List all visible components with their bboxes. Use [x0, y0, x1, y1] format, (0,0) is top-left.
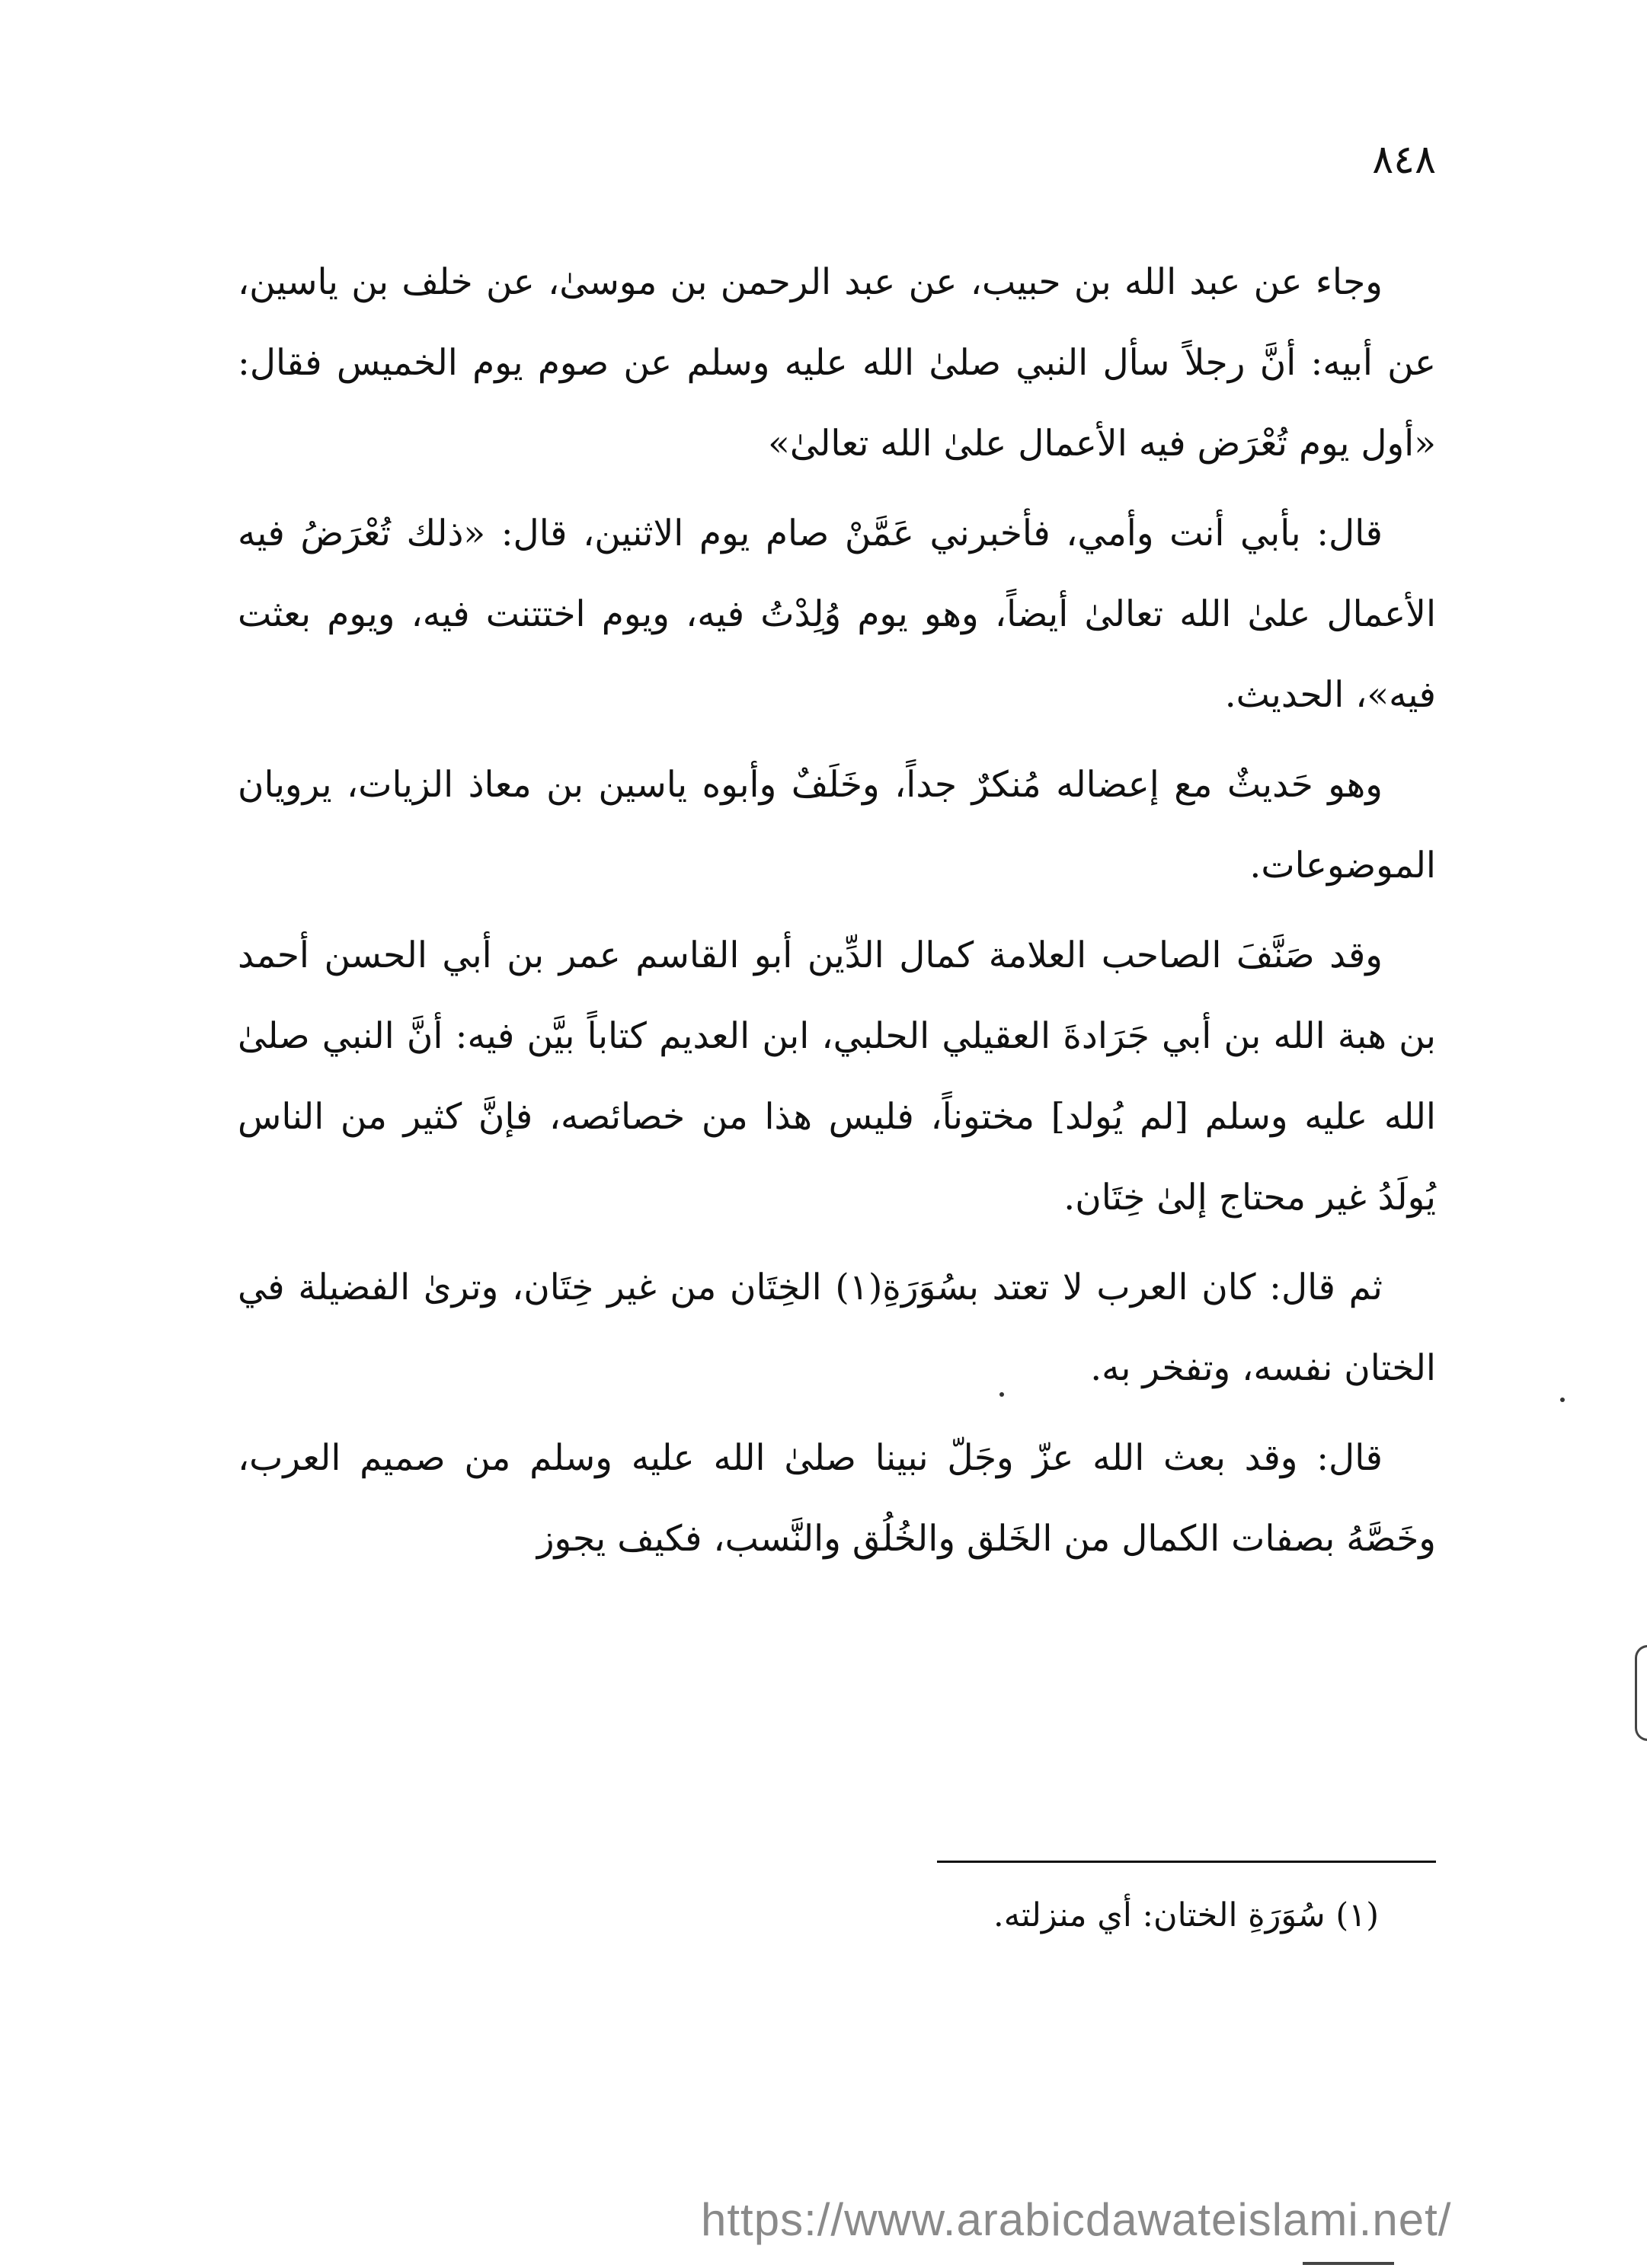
footnote-divider	[937, 1861, 1436, 1863]
paragraph-text: ثم قال: كان العرب لا تعتد بسُوَرَةِ(١) الخِتَان من غير خِتَان، وترىٰ الفضيلة في الختان نفسه، وتفخر به.	[238, 1267, 1436, 1389]
paragraph	[238, 242, 1436, 484]
footnote: (١) سُوَرَةِ الختان: أي منزلته.	[993, 1896, 1379, 1934]
scan-speck	[1560, 1398, 1565, 1402]
paragraph-text: قال: وقد بعث الله عزّ وجَلّ نبينا صلىٰ الله عليه وسلم من صميم العرب، وخَصَّهُ بصفات الكمال من الخَلق والخُلُق والنَّسب، فكيف يجوز	[238, 1437, 1436, 1560]
scan-edge-mark	[1635, 1645, 1647, 1741]
paragraph	[238, 1418, 1436, 1580]
page-number: ٨٤٨	[1372, 137, 1436, 183]
paragraph	[238, 915, 1436, 1238]
paragraph-text: قال: بأبي أنت وأمي، فأخبرني عَمَّنْ صام يوم الاثنين، قال: «ذلك تُعْرَضُ فيه الأعمال علىٰ الله تعالىٰ أيضاً، وهو يوم وُلِدْتُ فيه، ويوم اختتنت فيه، ويوم بعثت فيه»، الحديث.	[238, 513, 1436, 716]
scan-speck	[999, 1392, 1004, 1397]
paragraph-text: وقد صَنَّفَ الصاحب العلامة كمال الدِّين أبو القاسم عمر بن أبي الحسن أحمد بن هبة الله بن أبي جَرَادةَ العقيلي الحلبي، ابن العديم كتاباً بيَّن فيه: أنَّ النبي صلىٰ الله عليه وسلم [لم يُولد] مختوناً، فليس هذا من خصائصه، فإنَّ كثير من الناس يُولَدُ غير محتاج إلىٰ خِتَان.	[238, 934, 1436, 1219]
scan-bottom-mark	[1303, 2262, 1394, 2265]
body-text	[238, 242, 1436, 1589]
paragraph	[238, 494, 1436, 736]
watermark-url: https://www.arabicdawateislami.net/	[701, 2194, 1452, 2245]
paragraph	[238, 745, 1436, 906]
paragraph	[238, 1247, 1436, 1409]
paragraph-text: وهو حَديثٌ مع إعضاله مُنكرٌ جداً، وخَلَفٌ وأبوه ياسين بن معاذ الزيات، يرويان الموضوعات.	[238, 764, 1436, 886]
paragraph-text: وجاء عن عبد الله بن حبيب، عن عبد الرحمن بن موسىٰ، عن خلف بن ياسين، عن أبيه: أنَّ رجلاً سأل النبي صلىٰ الله عليه وسلم عن صوم يوم الخميس فقال: «أول يوم تُعْرَض فيه الأعمال علىٰ الله تعالىٰ»	[238, 261, 1436, 465]
